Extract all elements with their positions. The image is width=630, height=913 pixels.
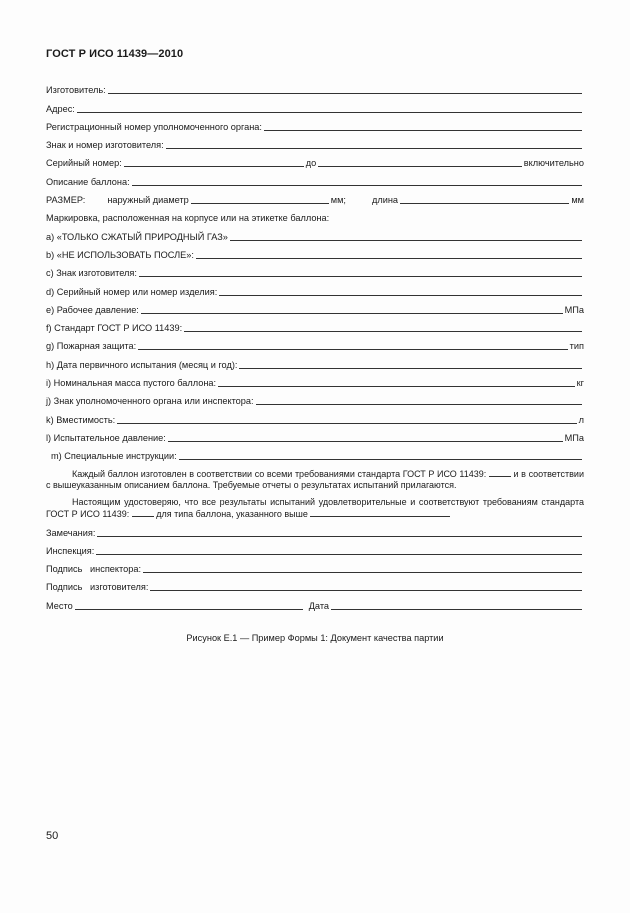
reg-number-field[interactable] xyxy=(264,130,582,131)
manufacturer-label: Изготовитель: xyxy=(46,85,106,96)
item-l-label: l) Испытательное давление: xyxy=(46,432,166,443)
item-c-field[interactable] xyxy=(139,276,582,277)
address-row xyxy=(46,96,584,114)
figure-caption: Рисунок Е.1 — Пример Формы 1: Документ качества партии xyxy=(186,633,444,643)
size-label: РАЗМЕР: xyxy=(46,195,86,206)
manufacturer-sign-field[interactable] xyxy=(150,590,582,591)
inspection-label: Инспекция: xyxy=(46,545,95,556)
manufacturer-field[interactable] xyxy=(108,93,582,94)
item-g-field[interactable] xyxy=(138,349,567,350)
length-label: длина xyxy=(371,195,399,206)
serial-to-field[interactable] xyxy=(318,166,522,167)
marking-intro-row xyxy=(46,206,584,224)
certification-text: Настоящим удостоверяю, что все результаты испытаний удовлетворительные и соответствуют требованиям стандарта ГОСТ Р ИСО 11439: xyxy=(46,497,584,520)
size-row xyxy=(46,188,584,206)
date-label: Дата xyxy=(308,600,330,611)
cylinder-desc-label: Описание баллона: xyxy=(46,176,130,187)
item-d-field[interactable] xyxy=(219,295,582,296)
outer-diameter-field[interactable] xyxy=(191,203,329,204)
quality-form xyxy=(46,78,584,612)
inspector-sign-row xyxy=(46,557,584,575)
certification-paragraph xyxy=(46,497,584,520)
mark-number-label: Знак и номер изготовителя: xyxy=(46,140,164,151)
address-field[interactable] xyxy=(77,112,582,113)
reg-number-label: Регистрационный номер уполномоченного органа: xyxy=(46,121,262,132)
item-e-label: е) Рабочее давление: xyxy=(46,304,139,315)
item-e-unit: МПа xyxy=(564,304,584,315)
address-label: Адрес: xyxy=(46,103,75,114)
item-k-unit: л xyxy=(578,414,584,425)
item-g-row xyxy=(46,334,584,352)
item-j-field[interactable] xyxy=(256,404,582,405)
manufacturer-sign-row xyxy=(46,575,584,593)
item-h-field[interactable] xyxy=(239,368,582,369)
item-a-label: а) «ТОЛЬКО СЖАТЫЙ ПРИРОДНЫЙ ГАЗ» xyxy=(46,231,228,242)
serial-from-field[interactable] xyxy=(124,166,304,167)
length-unit: мм xyxy=(571,195,584,206)
remarks-label: Замечания: xyxy=(46,527,96,538)
certification-standard-field[interactable] xyxy=(132,508,154,517)
manufacturer-sign-label: Подпись изготовителя: xyxy=(46,582,149,593)
item-e-row xyxy=(46,298,584,316)
serial-inclusive-label: включительно xyxy=(523,158,584,169)
item-c-label: с) Знак изготовителя: xyxy=(46,268,137,279)
item-e-field[interactable] xyxy=(141,313,563,314)
length-field[interactable] xyxy=(400,203,569,204)
item-c-row xyxy=(46,261,584,279)
inspection-field[interactable] xyxy=(96,554,582,555)
place-date-row xyxy=(46,593,584,611)
page-number: 50 xyxy=(46,830,59,842)
serial-to-label: до xyxy=(305,158,317,169)
item-m-row xyxy=(46,444,584,462)
reg-number-row xyxy=(46,115,584,133)
outer-diameter-unit: мм; xyxy=(330,195,346,206)
item-g-unit: тип xyxy=(569,341,584,352)
compliance-standard-field[interactable] xyxy=(489,468,511,477)
item-m-field[interactable] xyxy=(179,459,582,460)
serial-label: Серийный номер: xyxy=(46,158,122,169)
item-i-row xyxy=(46,371,584,389)
document-header: ГОСТ Р ИСО 11439—2010 xyxy=(46,48,184,60)
item-l-row xyxy=(46,426,584,444)
cylinder-desc-field[interactable] xyxy=(132,185,582,186)
inspector-sign-field[interactable] xyxy=(143,572,582,573)
item-b-label: b) «НЕ ИСПОЛЬЗОВАТЬ ПОСЛЕ»: xyxy=(46,249,194,260)
outer-diameter-label: наружный диаметр xyxy=(107,195,189,206)
item-i-label: i) Номинальная масса пустого баллона: xyxy=(46,378,217,389)
item-b-field[interactable] xyxy=(196,258,582,259)
item-f-label: f) Стандарт ГОСТ Р ИСО 11439: xyxy=(46,323,183,334)
item-i-unit: кг xyxy=(576,378,584,389)
serial-row xyxy=(46,151,584,169)
place-field[interactable] xyxy=(75,609,303,610)
item-a-row xyxy=(46,224,584,242)
item-h-label: h) Дата первичного испытания (месяц и год): xyxy=(46,359,238,370)
item-k-label: k) Вместимость: xyxy=(46,414,116,425)
certification-text-continued: для типа баллона, указанного выше xyxy=(156,509,308,520)
cylinder-desc-row xyxy=(46,169,584,187)
inspection-row xyxy=(46,539,584,557)
remarks-field[interactable] xyxy=(97,536,582,537)
remarks-row xyxy=(46,520,584,538)
item-i-field[interactable] xyxy=(218,386,575,387)
inspector-sign-label: Подпись инспектора: xyxy=(46,564,142,575)
item-f-row xyxy=(46,316,584,334)
item-l-field[interactable] xyxy=(168,441,563,442)
item-g-label: g) Пожарная защита: xyxy=(46,341,137,352)
item-d-label: d) Серийный номер или номер изделия: xyxy=(46,286,218,297)
item-h-row xyxy=(46,352,584,370)
date-field[interactable] xyxy=(331,609,582,610)
item-b-row xyxy=(46,243,584,261)
item-m-label: m) Специальные инструкции: xyxy=(51,451,177,462)
item-f-field[interactable] xyxy=(184,331,582,332)
marking-intro-label: Маркировка, расположенная на корпусе или на этикетке баллона: xyxy=(46,213,330,224)
compliance-text: Каждый баллон изготовлен в соответствии со всеми требованиями стандарта ГОСТ Р ИСО 11439: xyxy=(72,469,487,480)
compliance-text-continued: и в соответствии с вышеуказанным описанием баллона. Требуемые отчеты о результатах испытаний прилагаются. xyxy=(46,469,584,491)
manufacturer-row xyxy=(46,78,584,96)
item-l-unit: МПа xyxy=(564,432,584,443)
mark-number-field[interactable] xyxy=(166,148,582,149)
item-k-row xyxy=(46,407,584,425)
mark-number-row xyxy=(46,133,584,151)
compliance-paragraph xyxy=(46,468,584,491)
item-a-field[interactable] xyxy=(230,240,582,241)
certification-type-field[interactable] xyxy=(310,508,450,517)
item-d-row xyxy=(46,279,584,297)
place-label: Место xyxy=(46,600,73,611)
item-k-field[interactable] xyxy=(117,423,576,424)
item-j-row xyxy=(46,389,584,407)
item-j-label: j) Знак уполномоченного органа или инспектора: xyxy=(46,396,254,407)
